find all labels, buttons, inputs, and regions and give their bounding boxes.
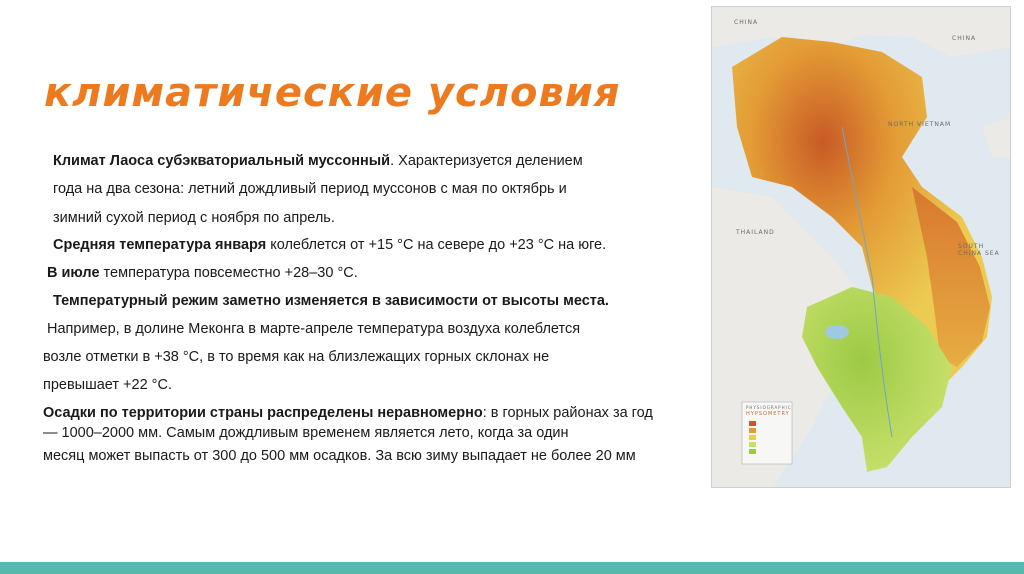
map-label-north-vietnam: NORTH VIETNAM <box>888 121 952 128</box>
bottom-accent-bar <box>0 562 1024 574</box>
physical-map <box>711 6 1011 488</box>
text-line: зимний сухой период с ноября по апрель. <box>53 210 335 226</box>
map-legend-caption: HYPSOMETRY <box>746 411 790 417</box>
text-line: Например, в долине Меконга в марте-апреле температура воздуха колеблется <box>47 321 581 337</box>
text-line: месяц может выпасть от 300 до 500 мм осадков. За всю зиму выпадает не более 20 мм <box>43 448 636 464</box>
map-label-china-right: CHINA <box>952 35 977 42</box>
slide-title: климатические условия <box>44 70 621 116</box>
tonle-sap-lake <box>825 325 849 339</box>
legend-swatch <box>749 442 756 447</box>
text-line: года на два сезона: летний дождливый период муссонов с мая по октябрь и <box>53 181 567 197</box>
legend-swatch <box>749 428 756 433</box>
text-line: возле отметки в +38 °C, в то время как на близлежащих горных склонах не <box>43 349 550 365</box>
legend-swatch <box>749 435 756 440</box>
text-line: Температурный режим заметно изменяется в зависимости от высоты места. <box>53 293 609 309</box>
text-line: Осадки по территории страны распределены неравномерно: в горных районах за год <box>43 405 653 421</box>
map-legend-heading: PHYSIOGRAPHIC <box>746 405 792 410</box>
text-line: В июле температура повсеместно +28–30 °C. <box>47 265 358 281</box>
map-label-thailand: THAILAND <box>736 229 775 236</box>
legend-swatch <box>749 449 756 454</box>
text-line: Климат Лаоса субэкваториальный муссонный. Характеризуется делением <box>53 153 583 169</box>
text-line: — 1000–2000 мм. Самым дождливым временем является лето, когда за один <box>43 425 569 441</box>
text-line: превышает +22 °C. <box>43 377 172 393</box>
text-line: Средняя температура января колеблется от +15 °C на севере до +23 °C на юге. <box>53 237 607 253</box>
map-label-south-china-sea: SOUTH CHINA SEA <box>958 243 1000 257</box>
legend-swatch <box>749 421 756 426</box>
map-label-china-left: CHINA <box>734 19 759 26</box>
